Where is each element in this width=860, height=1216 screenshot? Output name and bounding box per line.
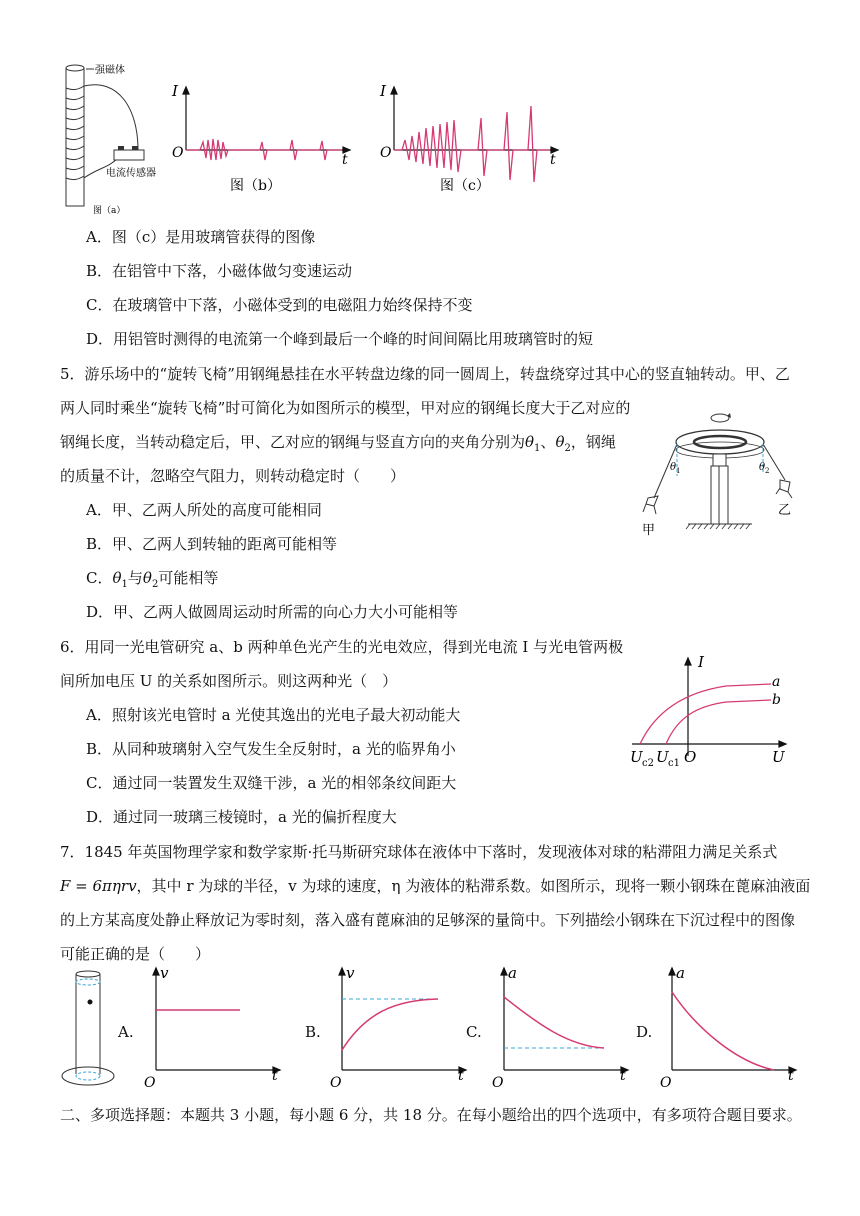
- q5-option-b[interactable]: B．甲、乙两人到转轴的距离可能相等: [86, 535, 338, 553]
- q6-option-c[interactable]: C．通过同一装置发生双缝干涉，a 光的相邻条纹间距大: [86, 774, 457, 792]
- axis-t-b: t: [342, 152, 348, 168]
- signal-c: [394, 106, 550, 182]
- axis-t-a: t: [272, 1068, 278, 1084]
- q5-stem-line4: 的质量不计，忽略空气阻力，则转动稳定时（ ）: [60, 467, 406, 485]
- theta-sep: 、: [540, 433, 556, 451]
- fig-theta2: θ: [759, 462, 766, 473]
- label-uc2-sub: c2: [642, 758, 654, 769]
- q6-option-a[interactable]: A．照射该光电管时 a 光使其逸出的光电子最大初动能大: [86, 706, 461, 724]
- q7-graph-c[interactable]: [488, 962, 638, 1092]
- label-yi: 乙: [778, 503, 792, 518]
- axis-a-c: a: [508, 964, 517, 982]
- q7-stem-line2-text: ，其中 r 为球的半径，v 为球的速度，η 为液体的粘滞系数。如图所示，现将一颗小钢珠在蓖麻油液面: [136, 877, 811, 895]
- axis-o-c2: O: [492, 1075, 504, 1091]
- axis-i-q6: I: [698, 653, 704, 671]
- label-b: b: [772, 692, 781, 708]
- axis-o-a: O: [144, 1075, 156, 1091]
- q5-option-c-theta2: θ: [142, 569, 152, 587]
- axis-t-c2: t: [620, 1068, 626, 1084]
- q5-option-c-theta1: θ: [112, 569, 122, 587]
- axis-t-b2: t: [458, 1068, 464, 1084]
- figure-photocurrent-iu: [626, 650, 796, 770]
- figure-a-tube-sensor: [58, 58, 178, 218]
- axis-a-d: a: [676, 964, 685, 982]
- q5-stem-line3: [60, 432, 616, 459]
- theta2: θ: [555, 433, 565, 451]
- figure-b-current-graph: [170, 82, 360, 194]
- q5-stem-line3-end: ，钢绳: [570, 433, 616, 451]
- curve-b: [666, 700, 771, 744]
- q7-option-d-label[interactable]: D.: [636, 1023, 653, 1041]
- q7-option-c-label[interactable]: C.: [466, 1023, 482, 1041]
- q7-stem-line3: 的上方某高度处静止释放记为零时刻，落入盛有蓖麻油的足够深的量筒中。下列描绘小钢珠在下沉过程中的图像: [60, 911, 796, 929]
- label-uc1: U: [656, 748, 669, 766]
- curve-a: [640, 684, 771, 744]
- q5-option-c-suffix: 可能相等: [158, 569, 219, 587]
- q5-option-d[interactable]: D．甲、乙两人做圆周运动时所需的向心力大小可能相等: [86, 603, 459, 621]
- q5-stem-line1: 5．游乐场中的“旋转飞椅”用钢绳悬挂在水平转盘边缘的同一圆周上，转盘绕穿过其中心的竖直轴转动。甲、乙: [60, 365, 790, 383]
- axis-o-b: O: [172, 145, 184, 161]
- fig-theta1: θ: [670, 462, 677, 473]
- label-a: a: [772, 674, 781, 690]
- caption-fig-a: 图（a）: [93, 206, 126, 216]
- q7-graph-a[interactable]: [140, 962, 290, 1092]
- q4-option-b[interactable]: B．在铝管中下落，小磁体做匀变速运动: [86, 262, 353, 280]
- q6-option-d[interactable]: D．通过同一玻璃三棱镜时，a 光的偏折程度大: [86, 808, 397, 826]
- q6-stem-line2: 间所加电压 U 的关系如图所示。则这两种光（ ）: [60, 672, 398, 690]
- figure-rotating-swing: [640, 406, 810, 542]
- q5-option-a[interactable]: A．甲、乙两人所处的高度可能相同: [86, 501, 322, 519]
- section2-heading: 二、多项选择题：本题共 3 小题，每小题 6 分，共 18 分。在每小题给出的四个选项中，有多项符合题目要求。: [60, 1106, 802, 1124]
- q7-stem-line2: [60, 876, 810, 896]
- axis-u-q6: U: [772, 748, 785, 766]
- q6-option-b[interactable]: B．从同种玻璃射入空气发生全反射时，a 光的临界角小: [86, 740, 456, 758]
- label-jia: 甲: [642, 523, 656, 538]
- q4-option-c[interactable]: C．在玻璃管中下落，小磁体受到的电磁阻力始终保持不变: [86, 296, 473, 314]
- q7-stem-line1: 7．1845 年英国物理学家和数学家斯·托马斯研究球体在液体中下落时，发现液体对球的粘滞阻力满足关系式: [60, 843, 778, 861]
- q5-option-c-theta1-sub: 1: [121, 579, 128, 590]
- q5-option-c-theta2-sub: 2: [151, 579, 159, 590]
- axis-v-a: v: [160, 964, 169, 982]
- label-current-sensor: 电流传感器: [106, 168, 156, 179]
- label-uc2: U: [630, 748, 643, 766]
- axis-t-c: t: [550, 152, 556, 168]
- q5-option-c[interactable]: [86, 568, 218, 595]
- q7-graph-b[interactable]: [326, 962, 476, 1092]
- q7-graph-d[interactable]: [656, 962, 806, 1092]
- axis-i-b: I: [172, 82, 178, 100]
- axis-v-b: v: [346, 964, 355, 982]
- theta2-sub: 2: [564, 443, 571, 454]
- label-magnet: 强磁体: [95, 65, 125, 76]
- q4-option-d[interactable]: D．用铝管时测得的电流第一个峰到最后一个峰的时间间隔比用玻璃管时的短: [86, 330, 594, 348]
- q5-stem-line2: 两人同时乘坐“旋转飞椅”时可简化为如图所示的模型，甲对应的钢绳长度大于乙对应的: [60, 399, 631, 417]
- axis-o-b2: O: [330, 1075, 342, 1091]
- caption-fig-c: 图（c）: [440, 178, 490, 194]
- q6-stem-line1: 6．用同一光电管研究 a、b 两种单色光产生的光电效应，得到光电流 I 与光电管两极: [60, 638, 624, 656]
- q7-formula: F = 6πηrv: [60, 877, 137, 895]
- figure-measuring-cylinder: [60, 966, 116, 1096]
- caption-fig-b: 图（b）: [230, 178, 281, 194]
- figure-c-current-graph: [378, 82, 568, 194]
- q5-option-c-mid: 与: [127, 569, 143, 587]
- theta1-sub: 1: [534, 443, 541, 454]
- q7-option-a-label[interactable]: A.: [118, 1023, 134, 1041]
- axis-t-d: t: [788, 1068, 794, 1084]
- axis-o-q6: O: [684, 748, 697, 766]
- axis-i-c: I: [380, 82, 386, 100]
- axis-o-c: O: [380, 145, 392, 161]
- q7-stem-line4: 可能正确的是（ ）: [60, 945, 211, 963]
- axis-o-d: O: [660, 1075, 672, 1091]
- q7-option-b-label[interactable]: B.: [305, 1023, 321, 1041]
- fig-theta1-sub: 1: [676, 467, 681, 475]
- label-uc1-sub: c1: [668, 758, 680, 769]
- fig-theta2-sub: 2: [765, 467, 770, 475]
- q4-option-a[interactable]: A．图（c）是用玻璃管获得的图像: [86, 228, 316, 246]
- theta1: θ: [525, 433, 535, 451]
- q5-option-c-prefix: C．: [86, 569, 113, 587]
- q5-stem-line3-text: 钢绳长度，当转动稳定后，甲、乙对应的钢绳与竖直方向的夹角分别为: [60, 433, 526, 451]
